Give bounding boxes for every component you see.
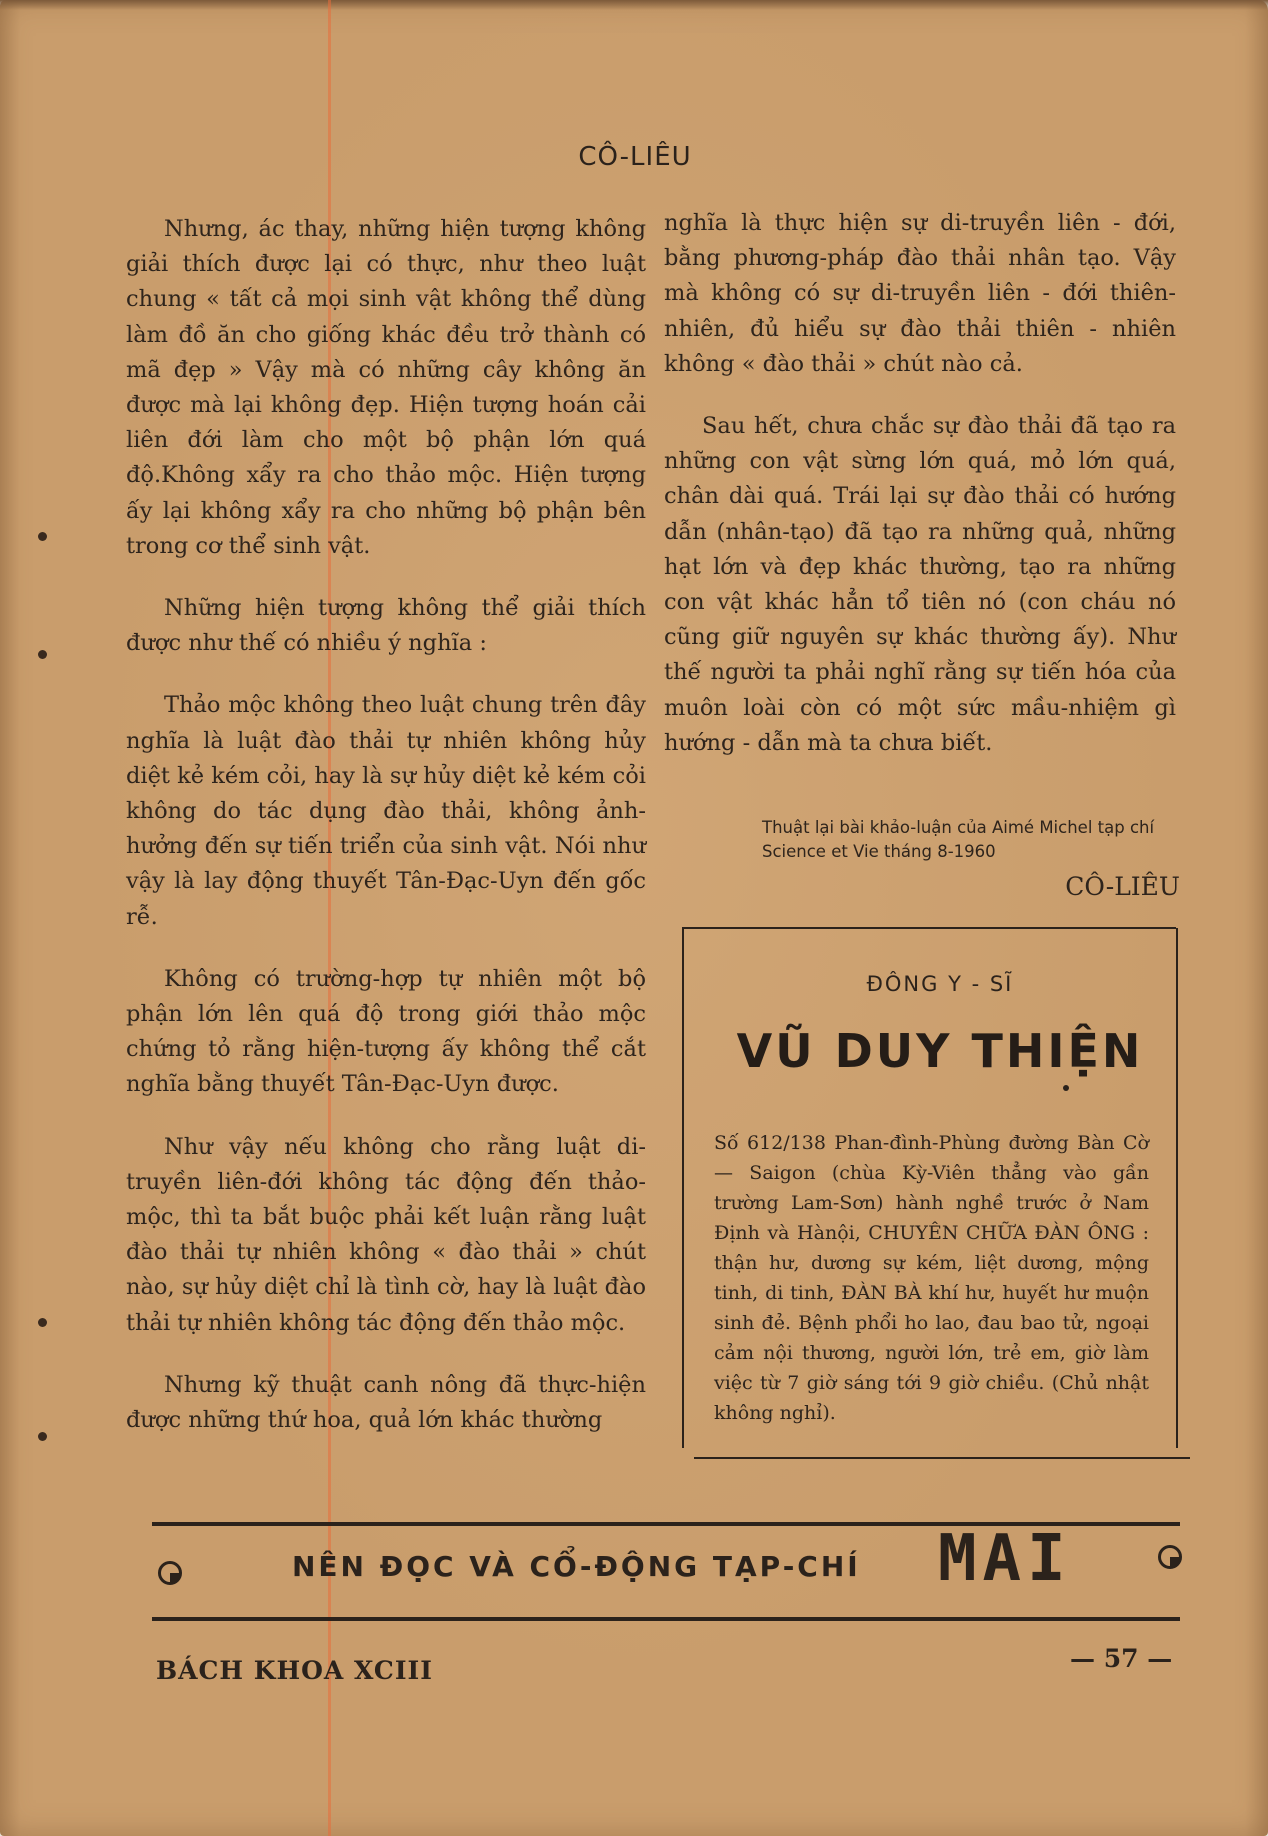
bullet-circle-icon bbox=[158, 1561, 182, 1585]
binding-hole bbox=[38, 532, 47, 541]
article-left-column bbox=[126, 212, 646, 1465]
ad-left-rule bbox=[682, 928, 684, 1448]
article-paragraph: Sau hết, chưa chắc sự đào thải đã tạo ra những con vật sừng lớn quá, mỏ lớn quá, chân dài quá. Trái lại sự đào thải có hướng dẫn (nhân-tạo) đã tạo ra những quả, những hạt lớn và đẹp khác thường, tạo ra những con vật khác hẳn tổ tiên nó (con cháu nó cũng giữ nguyên sự khác thường ấy). Như thế người ta phải nghĩ rằng sự tiến hóa của muôn loài còn có một sức mầu-nhiệm gì hướng - dẫn mà ta chưa biết. bbox=[664, 413, 1176, 756]
article-paragraph: Nhưng kỹ thuật canh nông đã thực-hiện được những thứ hoa, quả lớn khác thường bbox=[126, 1371, 646, 1434]
footer-publication: BÁCH KHOA XCIII bbox=[156, 1656, 433, 1685]
ad-label: ĐÔNG Y - SĨ bbox=[866, 972, 1014, 996]
article-paragraph: Những hiện tượng không thể giải thích được như thế có nhiều ý nghĩa : bbox=[126, 595, 646, 657]
article-right-column bbox=[664, 206, 1176, 788]
ad-right-rule bbox=[1176, 928, 1178, 1448]
bullet-circle-icon bbox=[1158, 1545, 1182, 1569]
binding-hole bbox=[38, 1318, 47, 1327]
banner-text: NÊN ĐỌC VÀ CỔ-ĐỘNG TẠP-CHÍ bbox=[292, 1550, 861, 1583]
ad-bottom-rule bbox=[694, 1457, 1190, 1459]
binding-hole bbox=[38, 650, 47, 659]
article-paragraph: Như vậy nếu không cho rằng luật di-truyền liên-đới không tác động đến thảo-mộc, thì ta bắt buộc phải kết luận rằng luật đào thải tự nhiên không « đào thải » chút nào, sự hủy diệt chỉ là tình cờ, hay là luật đào thải tự nhiên không tác động đến thảo mộc. bbox=[126, 1133, 646, 1336]
ad-body-text: Số 612/138 Phan-đình-Phùng đường Bàn Cờ — Saigon (chùa Kỳ-Viên thẳng vào gần trường Lam-Sơn) hành nghề trước ở Nam Định và Hànội, CHUYÊN CHỮA ĐÀN ÔNG : thận hư, dương sự kém, liệt dương, mộng tinh, di tinh, ĐÀN BÀ khí hư, huyết hư muộn sinh đẻ. Bệnh phổi ho lao, đau bao tử, ngoại cảm nội thương, người lớn, trẻ em, giờ làm việc từ 7 giờ sáng tới 9 giờ chiều. (Chủ nhật không nghỉ). bbox=[714, 1132, 1149, 1424]
article-paragraph: nghĩa là thực hiện sự di-truyền liên - đới, bằng phương-pháp đào thải nhân tạo. Vậy mà không có sự di-truyền liên - đới thiên-nhiên, đủ hiểu sự đào thải thiên - nhiên không « đào thải » chút nào cả. bbox=[664, 210, 1176, 377]
ad-decoration-dot bbox=[1063, 1085, 1069, 1091]
banner-bottom-rule bbox=[152, 1617, 1180, 1621]
article-paragraph: Nhưng, ác thay, những hiện tượng không giải thích được lại có thực, như theo luật chung « tất cả mọi sinh vật không thể dùng làm đồ ăn cho giống khác đều trở thành có mã đẹp » Vậy mà có những cây không ăn được mà lại không đẹp. Hiện tượng hoán cải liên đới làm cho một bộ phận lớn quá độ.Không xẩy ra cho thảo mộc. Hiện tượng ấy lại không xẩy ra cho những bộ phận bên trong cơ thể sinh vật. bbox=[126, 216, 646, 559]
banner-magazine-name: MAI bbox=[938, 1522, 1072, 1596]
page-top-edge bbox=[0, 0, 1268, 10]
footer-page-number: — 57 — bbox=[1070, 1644, 1173, 1673]
article-credit: Thuật lại bài khảo-luận của Aimé Michel tạp chí Science et Vie tháng 8-1960 bbox=[762, 818, 1155, 861]
ad-top-rule bbox=[682, 927, 1176, 929]
ad-doctor-name: VŨ DUY THIỆN bbox=[736, 1024, 1144, 1078]
article-paragraph: Không có trường-hợp tự nhiên một bộ phận lớn lên quá độ trong giới thảo mộc chứng tỏ rằng hiện-tượng ấy không thể cắt nghĩa bằng thuyết Tân-Đạc-Uyn được. bbox=[126, 965, 646, 1098]
binding-hole bbox=[38, 1432, 47, 1441]
article-paragraph: Thảo mộc không theo luật chung trên đây nghĩa là luật đào thải tự nhiên không hủy diệt kẻ kém cỏi, hay là sự hủy diệt kẻ kém cỏi không do tác dụng đào thải, không ảnh-hưởng đến sự tiến triển của sinh vật. Nói như vậy là lay động thuyết Tân-Đạc-Uyn đến gốc rễ. bbox=[126, 692, 646, 930]
page-header-title: CÔ-LIÊU bbox=[578, 142, 692, 172]
article-signature: CÔ-LIÊU bbox=[1065, 872, 1180, 901]
